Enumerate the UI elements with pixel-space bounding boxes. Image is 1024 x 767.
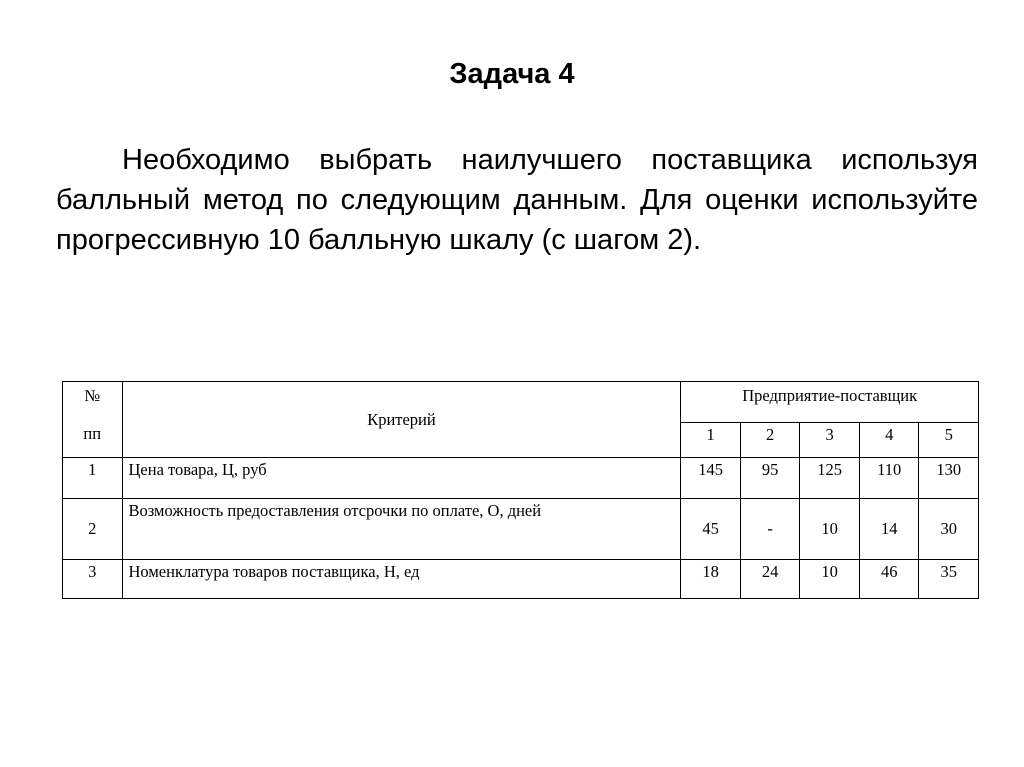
- row-value: 125: [800, 458, 860, 499]
- row-value: 24: [740, 560, 800, 599]
- row-value: 18: [681, 560, 741, 599]
- row-criterion: Возможность предоставления отсрочки по оплате, О, дней: [122, 499, 681, 560]
- row-value: 130: [919, 458, 979, 499]
- row-value: -: [740, 499, 800, 560]
- row-value: 30: [919, 499, 979, 560]
- header-supplier-1: 1: [681, 423, 741, 458]
- row-value: 10: [800, 499, 860, 560]
- task-description: Необходимо выбрать наилучшего поставщика используя балльный метод по следующим данным. Для оценки используйте прогрессивную 10 балльную шкалу (с шагом 2).: [56, 144, 978, 256]
- row-number: 1: [63, 458, 123, 499]
- header-supplier-group: Предприятие-поставщик: [681, 382, 979, 423]
- row-value: 45: [681, 499, 741, 560]
- header-supplier-4: 4: [859, 423, 919, 458]
- row-value: 10: [800, 560, 860, 599]
- task-title: Задача 4: [449, 58, 575, 90]
- row-number: 3: [63, 560, 123, 599]
- header-number-label: №: [84, 386, 101, 405]
- table-row: [63, 458, 979, 499]
- header-criterion: Критерий: [122, 382, 681, 458]
- header-supplier-2: 2: [740, 423, 800, 458]
- header-supplier-3: 3: [800, 423, 860, 458]
- row-value: 145: [681, 458, 741, 499]
- row-value: 95: [740, 458, 800, 499]
- table-row: [63, 560, 979, 599]
- header-number-cell: [63, 382, 123, 458]
- table-header-row: [63, 382, 979, 423]
- table-row: [63, 499, 979, 560]
- row-number: 2: [63, 499, 123, 560]
- row-criterion: Цена товара, Ц, руб: [122, 458, 681, 499]
- row-value: 110: [859, 458, 919, 499]
- header-pp-label: пп: [83, 424, 102, 443]
- row-criterion: Номенклатура товаров поставщика, Н, ед: [122, 560, 681, 599]
- row-value: 14: [859, 499, 919, 560]
- row-value: 46: [859, 560, 919, 599]
- supplier-table: [62, 381, 979, 599]
- supplier-table-container: [62, 381, 979, 599]
- header-supplier-5: 5: [919, 423, 979, 458]
- row-value: 35: [919, 560, 979, 599]
